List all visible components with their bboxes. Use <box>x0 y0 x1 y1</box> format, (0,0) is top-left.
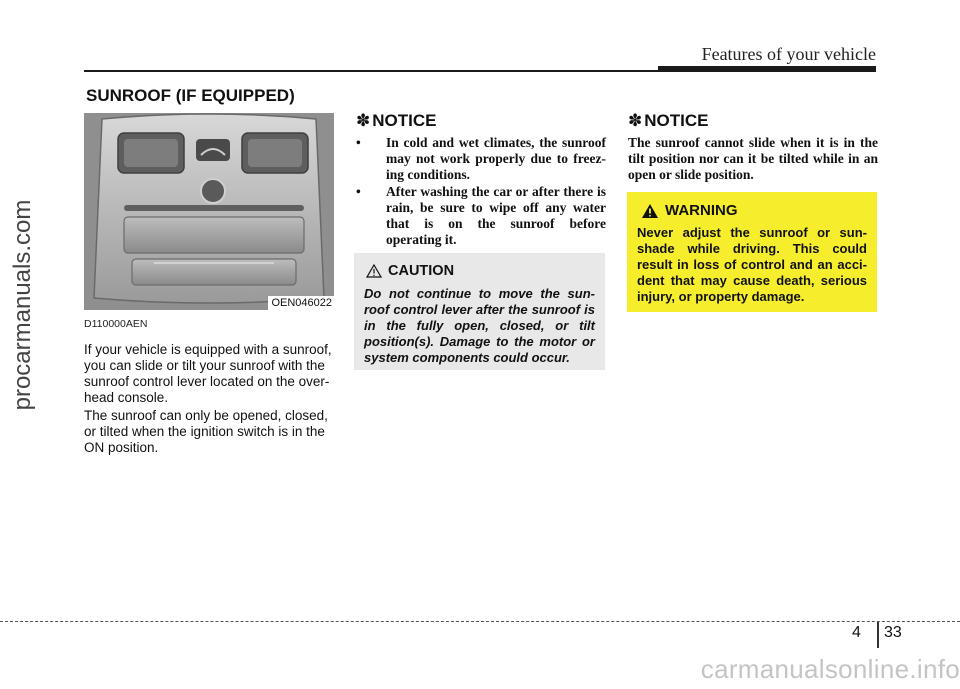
caution-header <box>366 263 595 279</box>
header-title: Features of your vehicle <box>701 44 876 64</box>
notice-title-text: NOTICE <box>644 111 709 130</box>
notice-1-list <box>356 135 606 249</box>
warning-box <box>627 192 877 312</box>
caution-triangle-icon <box>366 264 382 278</box>
notice-item-text: In cold and wet climates, the sunroof may not work properly due to freez-ing conditions. <box>386 135 606 182</box>
chapter-number: 4 <box>852 624 861 641</box>
section-title: SUNROOF (IF EQUIPPED) <box>86 86 295 105</box>
sunroof-intro-paragraph: If your vehicle is equipped with a sunroof, you can slide or tilt your sunroof with the sunroof control lever located on the over-head console. <box>84 342 332 405</box>
notice-2-text: The sunroof cannot slide when it is in the tilt position nor can it be tilted while in an open or slide position. <box>628 135 878 182</box>
notice-item-text: After washing the car or after there is rain, be sure to wipe off any water that is on the sunroof before operating it. <box>386 184 606 247</box>
list-item <box>356 184 606 248</box>
image-code-label: OEN046022 <box>268 296 334 310</box>
footer-page-separator <box>877 622 879 648</box>
warning-triangle-icon <box>641 203 659 219</box>
notice-star-icon: ✽ <box>356 111 371 130</box>
footer-watermark: carmanualsonline.info <box>700 654 960 684</box>
warning-header <box>641 202 867 219</box>
notice-title-text: NOTICE <box>372 111 437 130</box>
footer-divider <box>0 621 960 622</box>
notice-title-1 <box>356 111 436 131</box>
warning-title: WARNING <box>665 202 738 219</box>
sunroof-ignition-paragraph: The sunroof can only be opened, closed, or tilted when the ignition switch is in the ON position. <box>84 408 328 455</box>
reference-code: D110000AEN <box>84 318 148 330</box>
caution-text: Do not continue to move the sun-roof control lever after the sunroof is in the fully open, closed, or tilt position(s). Damage to the motor or system components could occur. <box>364 286 595 365</box>
caution-box <box>354 253 605 370</box>
bullet-icon: • <box>356 184 361 199</box>
warning-text: Never adjust the sunroof or sun-shade while driving. This could result in loss of control and an acci-dent that may cause death, serious injury, or property damage. <box>637 225 867 304</box>
side-watermark: procarmanuals.com <box>9 199 36 411</box>
caution-title: CAUTION <box>388 263 455 279</box>
list-item <box>356 135 606 183</box>
bullet-icon: • <box>356 135 361 150</box>
overhead-console-illustration <box>84 113 334 310</box>
page-number: 33 <box>884 624 902 641</box>
notice-title-2 <box>628 111 708 131</box>
header-divider <box>84 70 876 72</box>
overhead-console-photo <box>84 113 334 310</box>
notice-star-icon: ✽ <box>628 111 643 130</box>
